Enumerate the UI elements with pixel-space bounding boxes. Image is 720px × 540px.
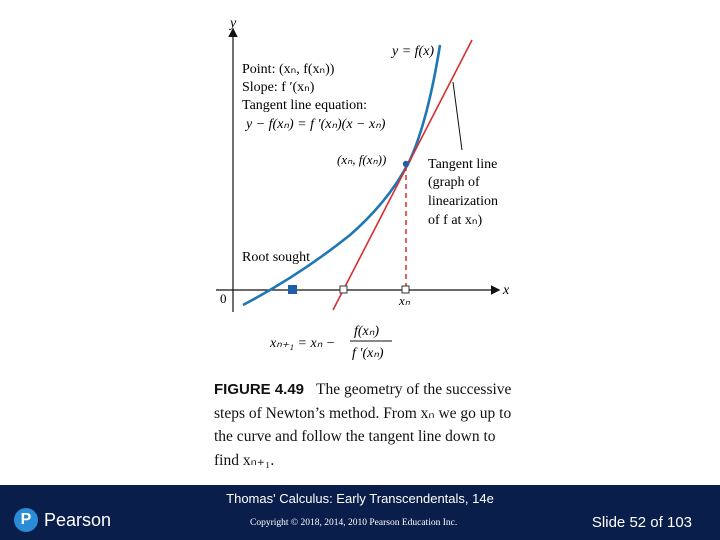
- pearson-logo: [14, 508, 111, 532]
- footer-bar: [0, 485, 720, 540]
- figure-caption: [214, 378, 514, 472]
- tangent-point-marker: [403, 161, 409, 167]
- figure-number: FIGURE 4.49: [214, 381, 305, 398]
- annotation-pointer: [453, 82, 462, 150]
- slope-line: Slope: f ′(xₙ): [242, 80, 315, 95]
- caption-text: The geometry of the successive steps of Newton’s method. From xₙ we go up to the curve and follow the tangent line down to find xₙ₊₁.: [214, 381, 512, 469]
- book-title: Thomas' Calculus: Early Transcendentals, 14e: [226, 491, 494, 506]
- slide-counter: Slide 52 of 103: [591, 514, 692, 531]
- newton-formula-numerator: f(xₙ): [354, 324, 380, 339]
- root-sought-marker: [288, 285, 297, 294]
- point-line: Point: (xₙ, f(xₙ)): [242, 62, 335, 77]
- pearson-logo-icon: P: [14, 508, 38, 532]
- tangent-note-line-4: of f at xₙ): [428, 213, 483, 228]
- xn-tick-label: xₙ: [399, 293, 410, 308]
- newton-formula-denominator: f ′(xₙ): [352, 346, 384, 361]
- xn-marker: [402, 286, 409, 293]
- xn-plus-1-marker: [340, 286, 347, 293]
- tangent-equation: y − f(xₙ) = f ′(xₙ)(x − xₙ): [246, 117, 386, 132]
- x-axis-label: x: [503, 283, 510, 298]
- pearson-logo-text: Pearson: [44, 509, 112, 530]
- tangent-note-line-1: Tangent line: [428, 157, 498, 172]
- copyright-notice: Copyright © 2018, 2014, 2010 Pearson Education Inc.: [250, 518, 458, 528]
- curve-label: y = f(x): [392, 44, 435, 59]
- newton-formula-lhs: xₙ₊₁ = xₙ −: [270, 336, 336, 351]
- tangent-note-line-2: (graph of: [428, 175, 480, 190]
- tangent-equation-title: Tangent line equation:: [242, 98, 367, 113]
- y-axis-label: y: [230, 16, 237, 31]
- tangent-point-label: (xₙ, f(xₙ)): [337, 152, 387, 167]
- tangent-note-line-3: linearization: [428, 194, 498, 209]
- root-sought-label: Root sought: [242, 250, 311, 265]
- origin-label: 0: [220, 291, 227, 306]
